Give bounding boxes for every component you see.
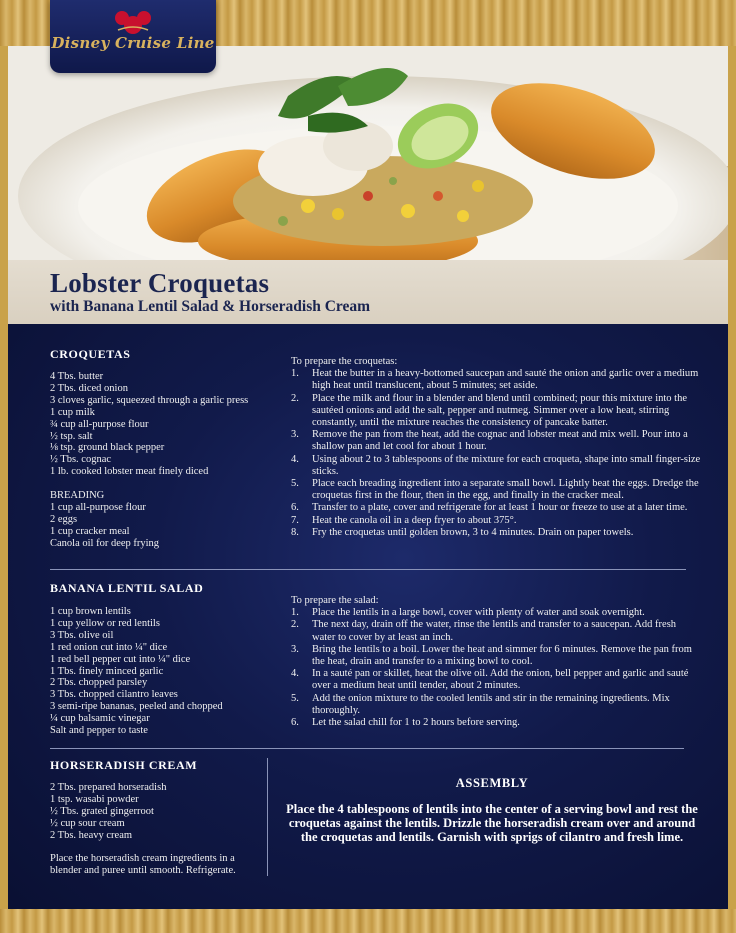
step-item: 3. Remove the pan from the heat, add the cognac and lobster meat and mix well. Pour into a shallow pan and let cool for about 1 hour.: [291, 429, 688, 453]
ingredient-item: 3 cloves garlic, squeezed through a garlic press: [50, 394, 249, 406]
horseradish-ingredients: [50, 782, 255, 877]
vertical-divider: [267, 758, 268, 876]
ingredient-item: 1 cup all-purpose flour: [50, 501, 146, 513]
steps-intro: To prepare the salad:: [291, 595, 379, 606]
ingredient-item: 1 red bell pepper cut into ¼" dice: [50, 653, 191, 665]
step-item: 3. Bring the lentils to a boil. Lower the heat and simmer for 6 minutes. Remove the pan from the heat, drain and transfer to a mixing bowl to cool.: [291, 643, 692, 668]
ingredient-item: 2 Tbs. heavy cream: [50, 829, 133, 841]
ingredient-item: 1 cup milk: [50, 406, 95, 418]
ingredient-item: ½ Tbs. grated gingerroot: [50, 805, 154, 817]
ingredient-item: ¼ cup balsamic vinegar: [50, 713, 150, 725]
ingredient-item: 1 lb. cooked lobster meat finely diced: [50, 466, 209, 478]
step-item: 4. Using about 2 to 3 tablespoons of the mixture for each croqueta, shape into small finger-size sticks.: [291, 453, 701, 477]
ingredient-item: 1 Tbs. finely minced garlic: [50, 665, 164, 677]
assembly-text: Place the 4 tablespoons of lentils into the center of a serving bowl and rest the croquetas against the lentils. Drizzle the horseradish cream over and around the croquetas and lentils. Garnish with sprigs of cilantro and fresh lime.: [286, 802, 698, 845]
step-item: 7. Heat the canola oil in a deep fryer to about 375°.: [291, 514, 517, 526]
croquetas-ingredients: [50, 371, 250, 550]
ingredient-item: ½ tsp. salt: [50, 430, 93, 442]
recipe-panel: [8, 324, 728, 909]
ingredient-item: 1 red onion cut into ¼" dice: [50, 641, 168, 653]
ingredient-item: ¾ cup all-purpose flour: [50, 418, 149, 430]
ingredient-item: ⅛ tsp. ground black pepper: [50, 442, 165, 454]
steps-intro: To prepare the croquetas:: [291, 356, 398, 367]
ingredient-item: 2 Tbs. prepared horseradish: [50, 782, 167, 793]
dish-photo: [8, 46, 728, 260]
ingredient-item: 1 cup cracker meal: [50, 525, 130, 537]
breading-heading: BREADING: [50, 490, 105, 502]
step-item: 1. Heat the butter in a heavy-bottomed saucepan and sauté the onion and garlic over a medium high heat until translucent, about 5 minutes; set aside.: [291, 368, 699, 392]
ingredient-item: 1 cup yellow or red lentils: [50, 617, 160, 629]
recipe-title: Lobster Croquetas: [50, 268, 270, 298]
ingredient-item: 2 eggs: [50, 513, 78, 525]
title-band: [8, 260, 728, 324]
disney-cruise-line-logo: [50, 0, 216, 73]
logo-wordmark: Disney Cruise Line: [51, 34, 215, 52]
mickey-ears-icon: [114, 10, 152, 34]
ingredient-item: 1 cup brown lentils: [50, 606, 131, 617]
ingredient-item: 1 tsp. wasabi powder: [50, 793, 139, 805]
croquetas-heading: CROQUETAS: [50, 347, 131, 361]
horseradish-instructions: Place the horseradish cream ingredients in a blender and puree until smooth. Refrigerate.: [50, 853, 236, 877]
ingredient-item: Salt and pepper to taste: [50, 725, 148, 737]
step-item: 6. Transfer to a plate, cover and refrigerate for at least 1 hour or freeze to use at a later time.: [291, 502, 688, 514]
ingredient-item: ½ cup sour cream: [50, 817, 125, 829]
gold-pattern-bottom: [0, 909, 736, 933]
ingredient-item: 2 Tbs. chopped parsley: [50, 677, 148, 689]
salad-heading: BANANA LENTIL SALAD: [50, 581, 204, 595]
step-item: 4. In a sauté pan or skillet, heat the olive oil. Add the onion, bell pepper and garlic and sauté over a medium heat until tender, about 2 minutes.: [291, 668, 689, 692]
step-item: 2. Place the milk and flour in a blender and blend until combined; pour this mixture into the sautéed onions and add the salt, pepper and nutmeg. Simmer over a low heat, stirring constantly, until the mixture reaches the consistency of pancake batter.: [291, 392, 688, 429]
ingredient-item: 2 Tbs. diced onion: [50, 382, 128, 394]
step-item: 2. The next day, drain off the water, rinse the lentils and transfer to a saucepan. Add fresh water to cover by at least an inch.: [291, 619, 677, 643]
ingredient-item: 3 Tbs. olive oil: [50, 629, 114, 641]
step-item: 6. Let the salad chill for 1 to 2 hours before serving.: [291, 717, 520, 729]
step-item: 8. Fry the croquetas until golden brown, 3 to 4 minutes. Drain on paper towels.: [291, 526, 634, 538]
salad-ingredients: [50, 606, 270, 737]
ingredient-item: Canola oil for deep frying: [50, 537, 160, 549]
step-item: 5. Add the onion mixture to the cooled lentils and stir in the remaining ingredients. Mix thoroughly.: [291, 692, 670, 716]
divider: [50, 748, 684, 749]
ingredient-item: 4 Tbs. butter: [50, 371, 104, 382]
divider: [50, 569, 686, 570]
assembly-heading: ASSEMBLY: [455, 776, 529, 790]
step-item: 5. Place each breading ingredient into a separate small bowl. Lightly beat the eggs. Dredge the croquetas first in the flour, then in the egg, and finally in the cracker meal.: [291, 478, 699, 502]
recipe-subtitle: with Banana Lentil Salad & Horseradish Cream: [50, 298, 371, 315]
croquetas-steps: [291, 356, 701, 539]
step-item: 1. Place the lentils in a large bowl, cover with plenty of water and soak overnight.: [291, 607, 645, 619]
salad-steps: [291, 595, 696, 729]
ingredient-item: 3 Tbs. chopped cilantro leaves: [50, 689, 178, 701]
dish-illustration: [8, 46, 728, 260]
ingredient-item: ½ Tbs. cognac: [50, 454, 112, 466]
horseradish-heading: HORSERADISH CREAM: [50, 758, 198, 772]
ingredient-item: 3 semi-ripe bananas, peeled and chopped: [50, 701, 223, 713]
